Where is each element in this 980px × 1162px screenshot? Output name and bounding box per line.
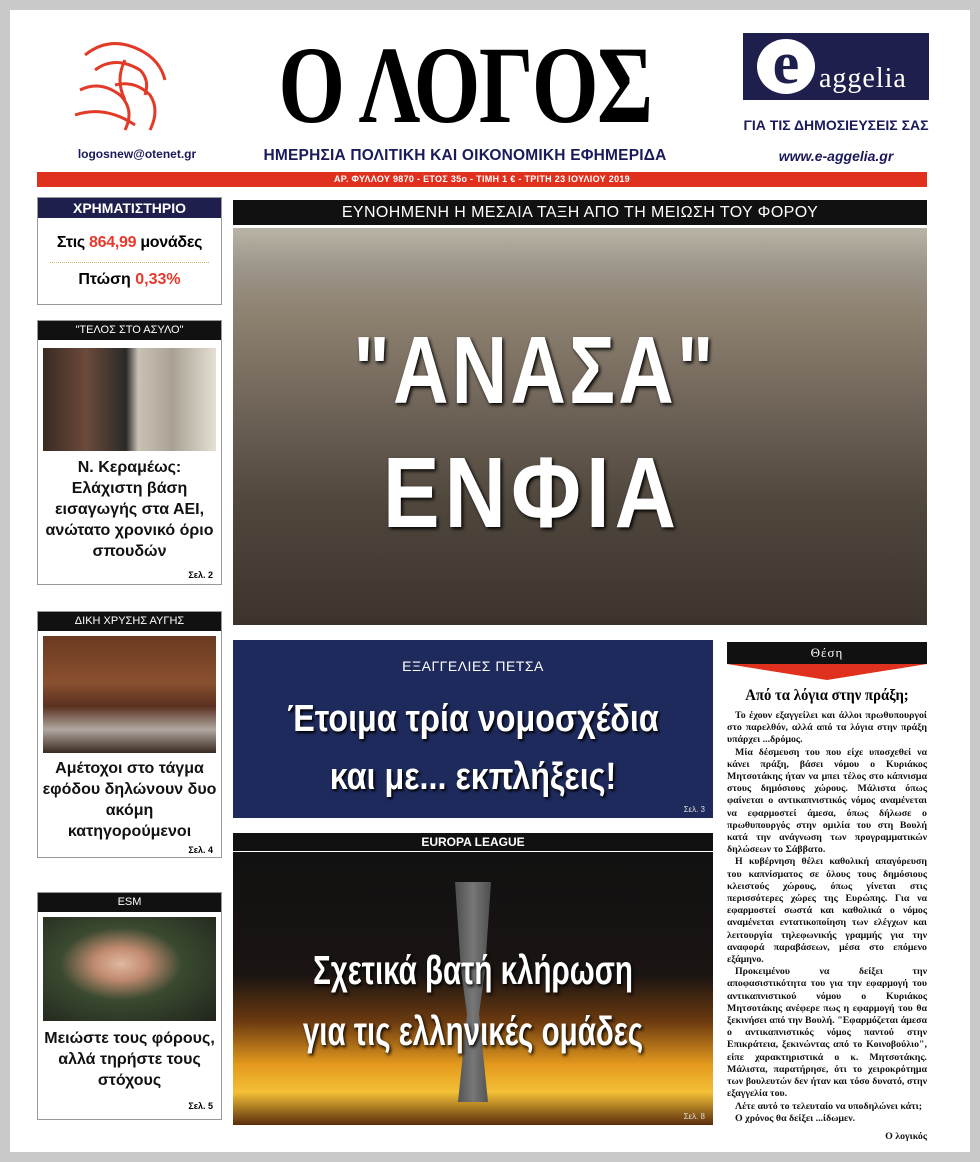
stock-change-label: Πτώση	[78, 271, 136, 288]
page-ref: Σελ. 2	[188, 570, 213, 580]
contact-email[interactable]: logosnew@otenet.gr	[77, 147, 197, 161]
lead-headline-line2: ΕΝΦΙΑ	[382, 437, 682, 549]
masthead-subtitle: ΗΜΕΡΗΣΙΑ ΠΟΛΙΤΙΚΗ ΚΑΙ ΟΙΚΟΝΟΜΙΚΗ ΕΦΗΜΕΡΙΔΑ	[263, 147, 667, 164]
story-headline	[218, 690, 728, 806]
sidebar-story-trial[interactable]	[37, 611, 222, 858]
petsas-story[interactable]	[233, 640, 713, 818]
masthead-title: Ο ΛΟΓΟΣ	[278, 24, 652, 146]
story-photo	[43, 636, 216, 753]
lead-story-photo[interactable]	[233, 228, 927, 625]
editorial-section-label: Θέση	[727, 642, 927, 664]
e-aggelia-word: aggelia	[819, 63, 907, 94]
stock-change-value: 0,33%	[135, 271, 181, 288]
headline-line1: Έτοιμα τρία νομοσχέδια	[287, 698, 659, 740]
lead-headline-line1: "ΑΝΑΣΑ"	[353, 317, 717, 424]
editorial-paragraph: Ο χρόνος θα δείξει ...ίδωμεν.	[735, 1112, 856, 1124]
editorial-body	[727, 710, 927, 1143]
stock-index-line	[38, 234, 221, 252]
editorial-paragraph: Προκειμένου να δείξει την αποφασιστικότητα του για την εφαρμογή του αντικαπνιστικού νόμου ο Κυριάκος Μητσοτάκης ανέφερε πως η εφαρμογή του θα ξεκινήσει από την Βουλή. "Εφαρμόζεται άμεσα ο αντικαπνιστικός νόμος παντού στην Επικράτεια, ξεκινώντας από το Κοινοβούλιο", είπε χαρακτηριστικά ο κ. Μητσοτάκης. Μάλιστα, παρατήρησε, ότι το χειροκρότημα των βουλευτών δεν ήταν και τόσο δυνατό, στην εξαγγελία του.	[727, 966, 927, 1100]
headline-line2: για τις ελληνικές ομάδες	[302, 1008, 644, 1054]
story-kicker: ΔΙΚΗ ΧΡΥΣΗΣ ΑΥΓΗΣ	[38, 612, 221, 631]
story-headline	[233, 940, 713, 1062]
ad-tagline: ΓΙΑ ΤΙΣ ΔΗΜΟΣΙΕΥΣΕΙΣ ΣΑΣ	[743, 117, 929, 133]
headline-line1: Σχετικά βατή κλήρωση	[313, 947, 633, 993]
editorial-paragraph: Η κυβέρνηση θέλει καθολική απαγόρευση του καπνίσματος σε όλους τους δημόσιους κλειστούς χώρους, όπως γίνεται στις περισσότερες χώρες της Ευρώπης. Για να εφαρμοστεί σωστά και καθολικά ο νόμος αναμένεται εντατικοποίηση των ελέγχων και λειτουργία τηλεφωνικής γραμμής για την αναφορά παραβάσεων, μέσα στο επόμενο εξάμηνο.	[727, 856, 927, 966]
story-photo	[43, 348, 216, 451]
editorial-signature: Ο λογικός	[885, 1130, 927, 1142]
story-kicker: ESM	[38, 893, 221, 912]
lead-kicker: ΕΥΝΟΗΜΕΝΗ Η ΜΕΣΑΙΑ ΤΑΞΗ ΑΠΟ ΤΗ ΜΕΙΩΣΗ ΤΟΥ ΦΟΡΟΥ	[233, 200, 927, 225]
editorial-paragraph: Το έχουν εξαγγείλει και άλλοι πρωθυπουργοί στο παρελθόν, αλλά από τα λόγια στην πράξη υπάρχει ...δρόμος.	[727, 710, 927, 746]
stock-label: Στις	[56, 234, 90, 251]
europa-kicker: EUROPA LEAGUE	[233, 833, 713, 851]
story-headline: Αμέτοχοι στο τάγμα εφόδου δηλώνουν δυο ακόμη κατηγορούμενοι	[42, 760, 217, 840]
editorial-title: Από τα λόγια στην πράξη;	[745, 687, 909, 704]
e-aggelia-ad-logo[interactable]	[743, 30, 929, 100]
stock-change-line	[50, 262, 209, 289]
story-headline: Ν. Κεραμέως: Ελάχιστη βάση εισαγωγής στα ΑΕΙ, ανώτατο χρονικό όριο σπουδών	[45, 459, 214, 560]
stock-title: ΧΡΗΜΑΤΙΣΤΗΡΙΟ	[38, 198, 221, 218]
page-ref: Σελ. 5	[188, 1101, 213, 1111]
sidebar-story-keramews[interactable]	[37, 320, 222, 585]
story-kicker: ΕΞΑΓΓΕΛΙΕΣ ΠΕΤΣΑ	[402, 658, 544, 674]
headline-line2: και με... εκπλήξεις!	[329, 756, 617, 798]
page-ref: Σελ. 8	[683, 1112, 705, 1121]
story-kicker: "ΤΕΛΟΣ ΣΤΟ ΑΣΥΛΟ"	[38, 321, 221, 340]
story-photo	[43, 917, 216, 1021]
sidebar-story-esm[interactable]	[37, 892, 222, 1120]
stock-units: μονάδες	[136, 234, 203, 251]
stock-index-value: 864,99	[89, 234, 137, 251]
europa-league-story[interactable]	[233, 852, 713, 1125]
page-ref: Σελ. 4	[188, 845, 213, 855]
editorial-paragraph: Λέτε αυτό το τελευταίο να υποδηλώνει κάτι;	[735, 1100, 923, 1112]
stock-market-box	[37, 197, 222, 305]
editorial-paragraph: Μία δέσμευση του που είχε υποσχεθεί να κάνει πράξη, βάσει νόμου ο Κυριάκος Μητσοτάκης ήταν να μπει τέλος στο κάπνισμα στους δημόσιους χώρους. Μάλιστα όπως φαίνεται ο αντικαπνιστικός νόμος αναμένεται να εφαρμοστεί άμεσα, όπως δήλωσε ο πρωθυπουργός στην ομιλία του στη Βουλή κατά την ανάγνωση των προγραμματικών δηλώσεων το Σάββατο.	[727, 746, 927, 856]
page-ref: Σελ. 3	[683, 805, 705, 814]
e-logo-icon: e	[757, 39, 815, 94]
issue-info-bar: ΑΡ. ΦΥΛΛΟΥ 9870 - ΕΤΟΣ 35ο - ΤΙΜΗ 1 € - ΤΡΙΤΗ 23 ΙΟΥΛΙΟΥ 2019	[37, 172, 927, 187]
ad-url[interactable]: www.e-aggelia.gr	[778, 148, 894, 164]
story-headline: Μειώστε τους φόρους, αλλά τηρήστε τους στόχους	[44, 1030, 215, 1089]
logo-illustration	[65, 35, 180, 140]
